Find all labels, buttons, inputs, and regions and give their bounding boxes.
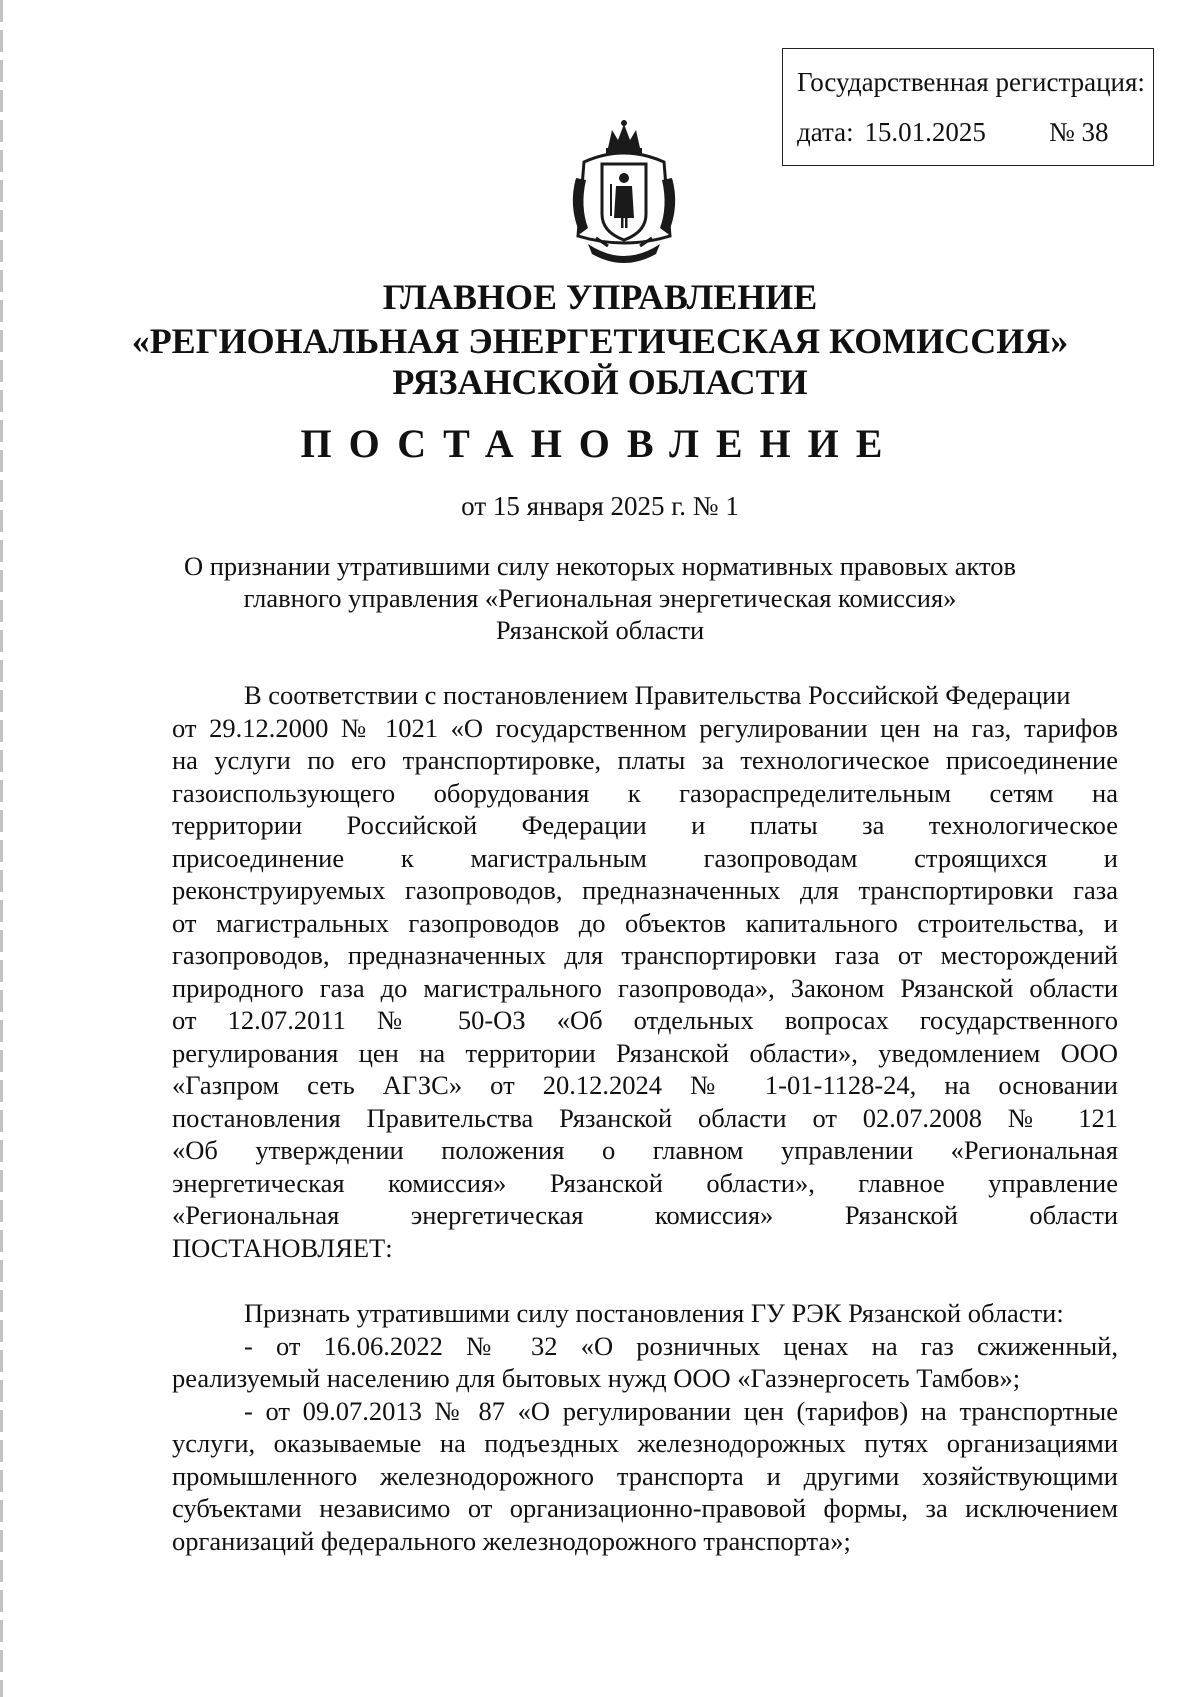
preamble-line: энергетическая комиссия» Рязанской области», главное управление	[172, 1167, 1118, 1198]
preamble-line-decree: ПОСТАНОВЛЯЕТ:	[172, 1232, 393, 1263]
registration-box	[782, 48, 1154, 166]
preamble-line: газоиспользующего оборудования к газораспределительным сетям на	[172, 777, 1118, 808]
registration-title: Государственная регистрация:	[797, 67, 1145, 97]
preamble-line: на услуги по его транспортировке, платы за технологическое присоединение	[172, 745, 1118, 775]
resolution-item-line: услуги, оказываемые на подъездных железнодорожных путях организациями	[172, 1428, 1118, 1458]
registration-date-row	[797, 117, 1109, 148]
document-date: от 15 января 2025 г. № 1	[461, 491, 739, 521]
resolution-item-line: - от 09.07.2013 № 87 «О регулировании цен (тарифов) на транспортные	[244, 1395, 1118, 1426]
subject-line-2: главного управления «Региональная энергетическая комиссия»	[243, 583, 957, 613]
resolution-item-line: промышленного железнодорожного транспорта и другими хозяйствующими	[172, 1460, 1118, 1491]
resolution-item-line: реализуемый населению для бытовых нужд ООО «Газэнергосеть Тамбов»;	[172, 1363, 1021, 1393]
registration-number: № 38	[1049, 117, 1109, 147]
resolution-item-line: субъектами независимо от организационно-правовой формы, за исключением	[172, 1493, 1118, 1523]
preamble-line: «Газпром сеть АГЗС» от 20.12.2024 № 1-01-1128-24, на основании	[172, 1070, 1118, 1100]
preamble-line: регулирования цен на территории Рязанской области», уведомлением ООО	[172, 1037, 1118, 1068]
resolution-item-line: организаций федерального железнодорожного транспорта»;	[172, 1525, 851, 1556]
header-line-3: РЯЗАНСКОЙ ОБЛАСТИ	[392, 362, 808, 402]
resolution-item-line: - от 16.06.2022 № 32 «О розничных ценах на газ сжиженный,	[244, 1330, 1118, 1361]
preamble-line: реконструируемых газопроводов, предназначенных для транспортировки газа	[172, 875, 1118, 905]
preamble-line: от магистральных газопроводов до объектов капитального строительства, и	[172, 907, 1118, 938]
registration-date-label: дата:	[797, 117, 854, 147]
preamble-line: газопроводов, предназначенных для транспортировки газа от месторождений	[172, 940, 1118, 970]
document-type: ПОСТАНОВЛЕНИЕ	[300, 421, 900, 466]
header-line-1: ГЛАВНОЕ УПРАВЛЕНИЕ	[382, 277, 818, 317]
resolution-intro: Признать утратившими силу постановления ГУ РЭК Рязанской области:	[244, 1298, 1064, 1328]
preamble-line: В соответствии с постановлением Правительства Российской Федерации	[244, 680, 1071, 710]
preamble-line: от 12.07.2011 № 50-ОЗ «Об отдельных вопросах государственного	[172, 1005, 1118, 1035]
preamble-line: от 29.12.2000 № 1021 «О государственном регулировании цен на газ, тарифов	[172, 712, 1118, 743]
preamble-line: присоединение к магистральным газопроводам строящихся и	[172, 842, 1118, 873]
preamble-line: «Об утверждении положения о главном управлении «Региональная	[172, 1135, 1118, 1165]
preamble-line: природного газа до магистрального газопровода», Законом Рязанской области	[172, 972, 1118, 1003]
preamble-line: территории Российской Федерации и платы за технологическое	[172, 810, 1118, 840]
preamble-line: постановления Правительства Рязанской области от 02.07.2008 № 121	[172, 1102, 1118, 1133]
subject-line-3: Рязанской области	[495, 615, 705, 645]
ryazan-coat-of-arms-icon	[566, 118, 682, 270]
header-line-2: «РЕГИОНАЛЬНАЯ ЭНЕРГЕТИЧЕСКАЯ КОМИССИЯ»	[131, 321, 1069, 361]
subject-line-1: О признании утратившими силу некоторых нормативных правовых актов	[183, 551, 1017, 581]
scan-edge	[0, 0, 3, 1697]
registration-date-value: 15.01.2025	[864, 117, 986, 147]
preamble-line: «Региональная энергетическая комиссия» Рязанской области	[172, 1200, 1118, 1230]
